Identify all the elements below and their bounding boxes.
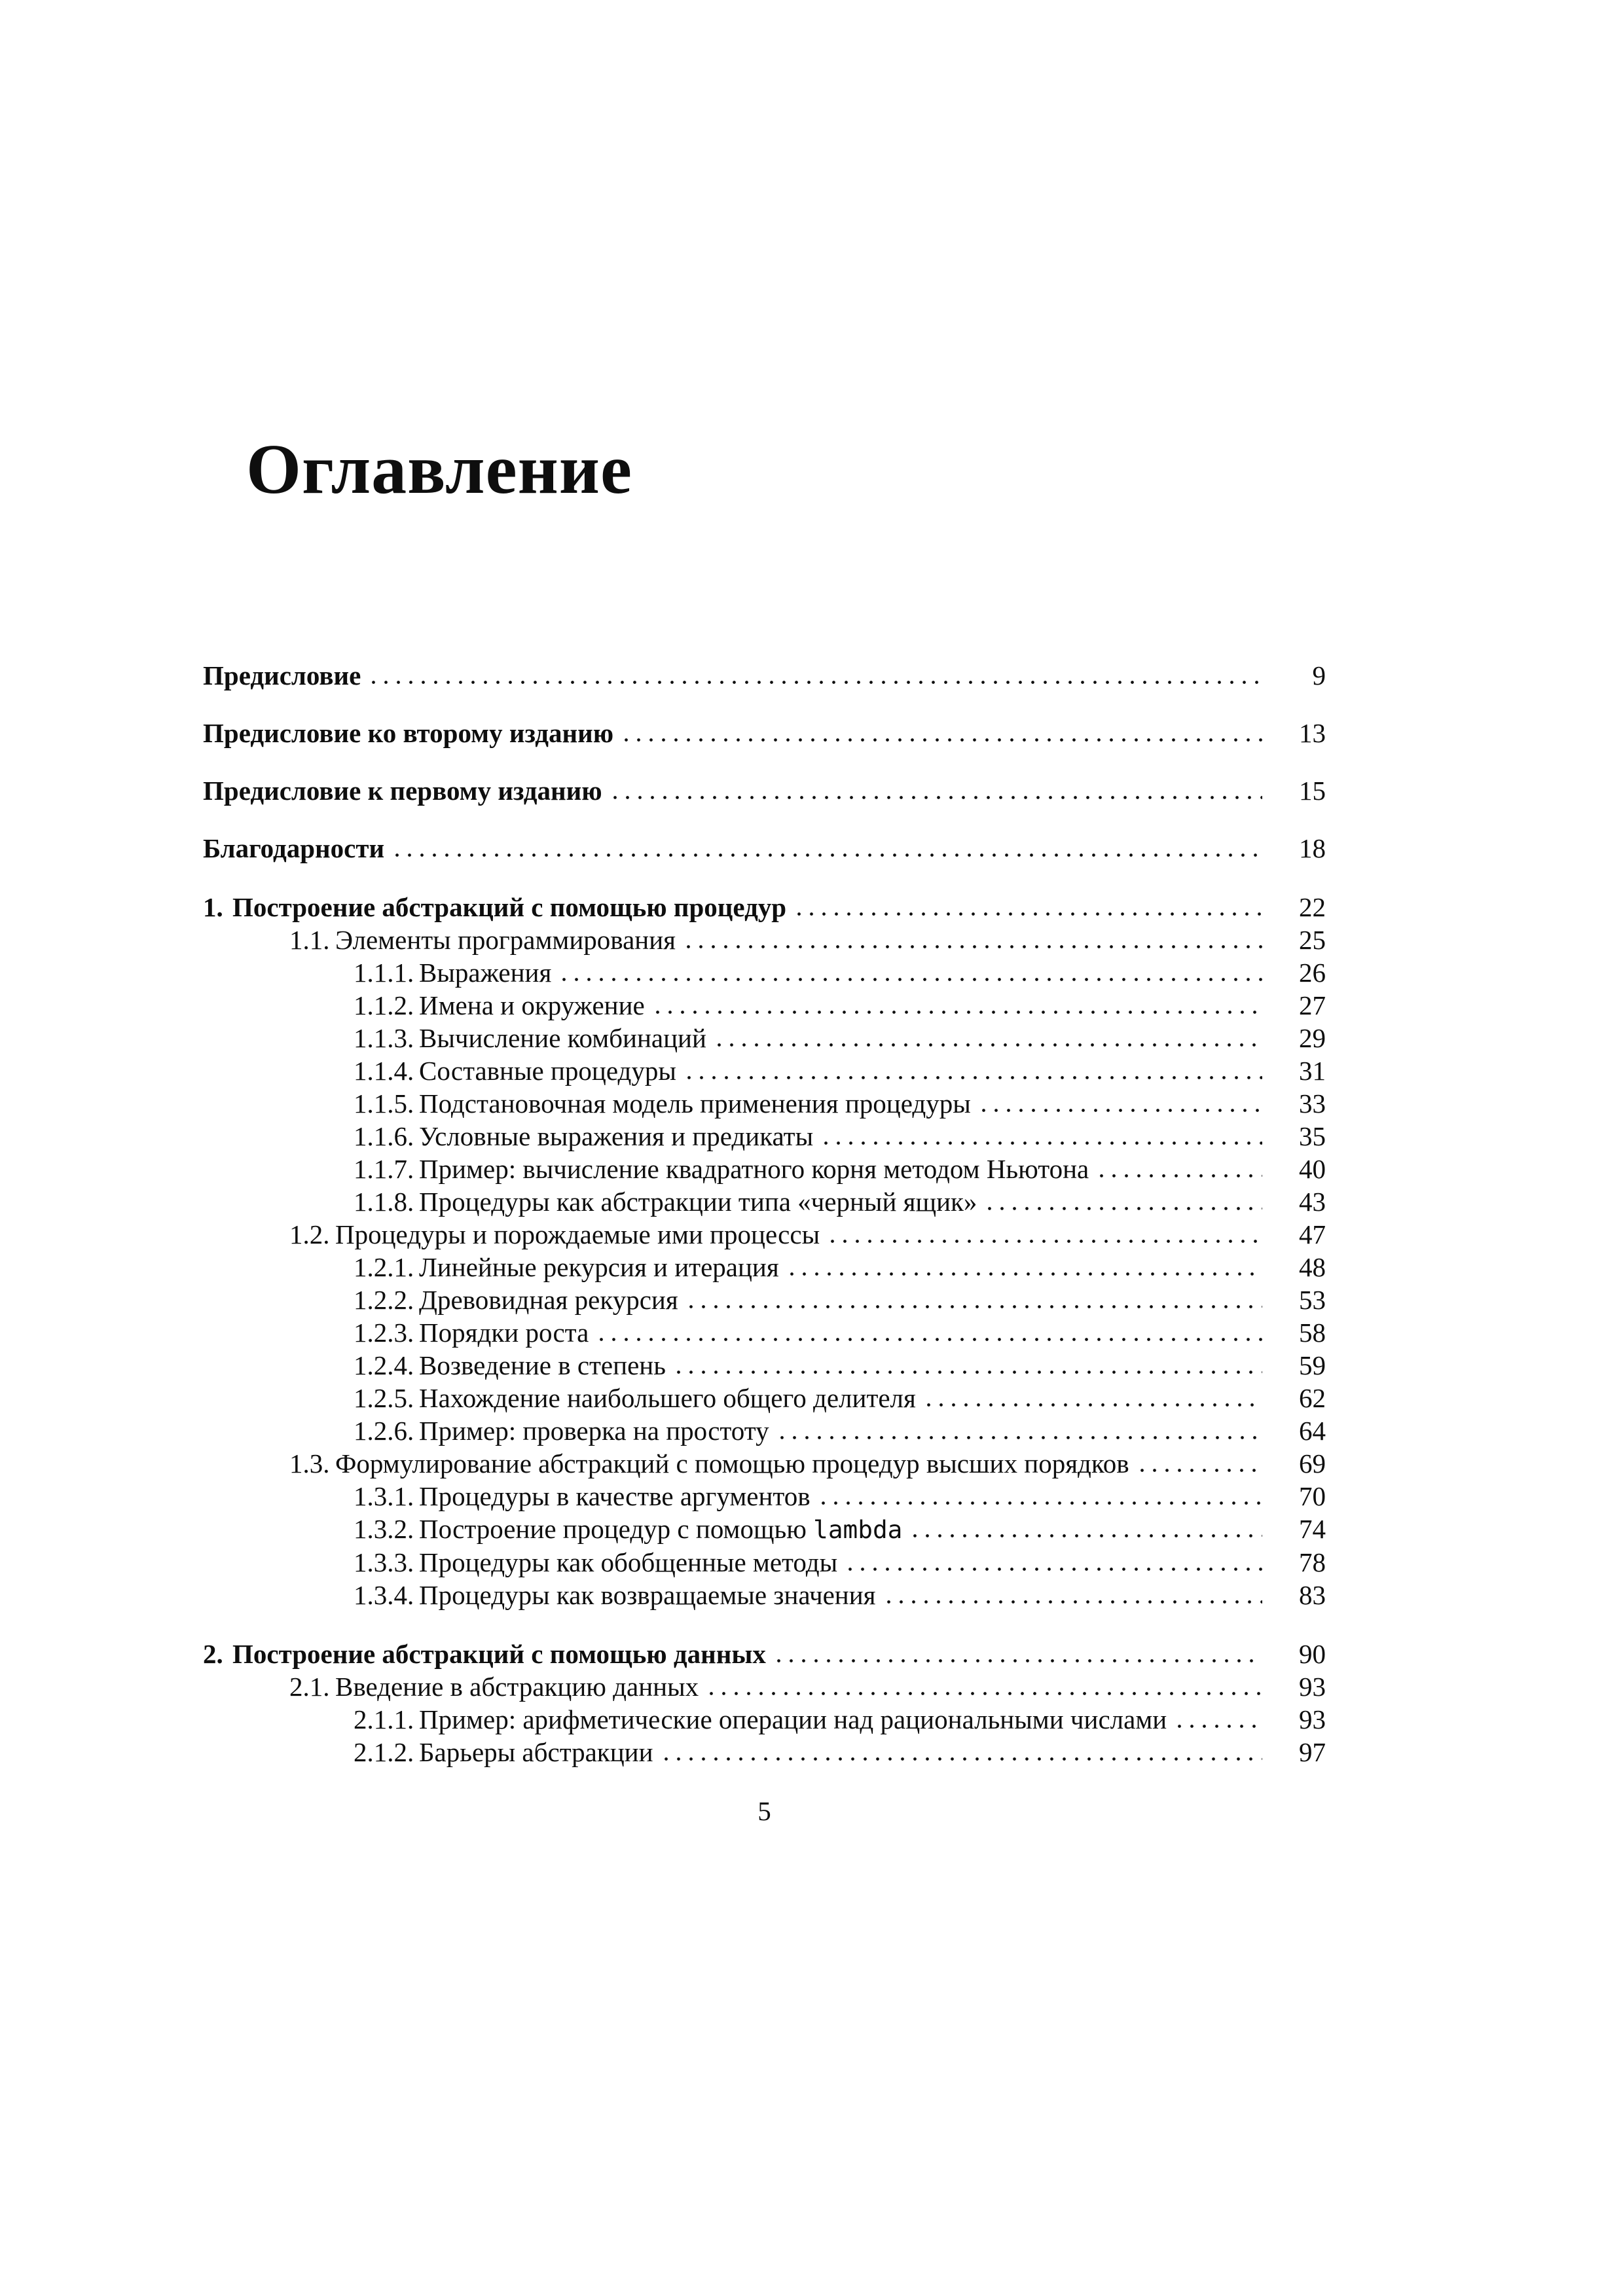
toc-entry [203, 1087, 1326, 1120]
entry-label-text: Предисловие ко второму изданию [203, 718, 614, 748]
dot-leader [1136, 1468, 1262, 1473]
toc-entry [203, 1153, 1326, 1185]
toc-entry [203, 1251, 1326, 1283]
entry-label-text: Возведение в степень [419, 1350, 666, 1380]
entry-number: 1.1.1. [354, 958, 414, 988]
entry-label-text: Построение абстракций с помощью данных [232, 1639, 766, 1669]
entry-number: 1.1.7. [354, 1154, 414, 1184]
entry-label [335, 1447, 1129, 1480]
page-footer-number: 5 [757, 1796, 771, 1826]
dot-leader [820, 1141, 1262, 1145]
entry-label [232, 1638, 766, 1670]
entry-page-number: 69 [1299, 1448, 1326, 1479]
entry-label-text: Процедуры и порождаемые ими процессы [335, 1219, 820, 1249]
toc-entry [203, 1349, 1326, 1382]
toc-entry [203, 1638, 1326, 1670]
entry-label [335, 1670, 699, 1703]
dot-leader [826, 1239, 1262, 1244]
entry-label-text: Пример: проверка на простоту [419, 1416, 769, 1446]
entry-label [419, 1251, 779, 1283]
dot-leader [776, 1435, 1262, 1440]
entry-label [419, 1579, 876, 1611]
toc-entry [203, 1382, 1326, 1414]
entry-page-number: 90 [1299, 1639, 1326, 1669]
entry-label-text: Построение процедур с помощью [419, 1514, 814, 1544]
entry-number: 1.1. [289, 925, 330, 955]
entry-number: 1. [203, 892, 223, 922]
entry-label [335, 1218, 820, 1251]
toc-entry [203, 989, 1326, 1022]
entry-page-number: 53 [1299, 1285, 1326, 1315]
toc-entry [203, 1283, 1326, 1316]
entry-label-text: Введение в абстракцию данных [335, 1672, 699, 1702]
toc-entry [203, 1054, 1326, 1087]
toc-entry [203, 1185, 1326, 1218]
toc-entry [203, 1736, 1326, 1768]
toc-entry [203, 832, 1326, 865]
entry-number: 1.2. [289, 1219, 330, 1249]
entry-label-text: Пример: арифметические операции над рациональными числами [419, 1704, 1167, 1734]
entry-label [419, 956, 551, 989]
entry-label-code: lambda [813, 1515, 903, 1544]
dot-leader [713, 1043, 1262, 1047]
toc-entry [203, 891, 1326, 924]
entry-page-number: 9 [1312, 660, 1326, 691]
toc-entry [203, 1316, 1326, 1349]
entry-label-text: Древовидная рекурсия [419, 1285, 678, 1315]
entry-label [419, 1382, 916, 1414]
entry-label-text: Процедуры как возвращаемые значения [419, 1580, 876, 1610]
entry-label [419, 1316, 589, 1349]
entry-number: 2.1.2. [354, 1737, 414, 1767]
toc-entry [203, 1022, 1326, 1054]
entry-label-text: Линейные рекурсия и итерация [419, 1252, 779, 1282]
entry-number: 1.3.3. [354, 1547, 414, 1577]
dot-leader [977, 1108, 1262, 1113]
entry-label [419, 1349, 666, 1382]
entry-page-number: 48 [1299, 1252, 1326, 1282]
dot-leader [595, 1337, 1262, 1342]
entry-label [419, 1087, 971, 1120]
dot-leader [983, 1206, 1262, 1211]
entry-number: 1.1.2. [354, 990, 414, 1020]
entry-number: 2.1.1. [354, 1704, 414, 1734]
entry-page-number: 43 [1299, 1187, 1326, 1217]
entry-label [419, 1414, 769, 1447]
toc-entry [203, 717, 1326, 749]
entry-number: 1.2.1. [354, 1252, 414, 1282]
entry-label [419, 1703, 1167, 1736]
entry-label [419, 1054, 676, 1087]
entry-label [203, 717, 613, 749]
entry-label [203, 832, 384, 865]
entry-label-text: Барьеры абстракции [419, 1737, 653, 1767]
entry-label [335, 924, 676, 956]
toc-entry [203, 1703, 1326, 1736]
toc-entry [203, 1218, 1326, 1251]
entry-page-number: 83 [1299, 1580, 1326, 1610]
dot-leader [651, 1010, 1262, 1014]
entry-label [419, 1022, 706, 1054]
entry-page-number: 29 [1299, 1023, 1326, 1053]
entry-label [419, 1546, 837, 1579]
entry-number: 1.2.2. [354, 1285, 414, 1315]
toc-entry [203, 1480, 1326, 1513]
page-footer [203, 1795, 1326, 1827]
entry-label-text: Процедуры как абстракции типа «черный ящик» [419, 1187, 977, 1217]
entry-label-text: Вычисление комбинаций [419, 1023, 706, 1053]
entry-label [419, 1120, 813, 1153]
entry-number: 1.1.5. [354, 1088, 414, 1119]
entry-page-number: 18 [1299, 833, 1326, 863]
dot-leader [786, 1272, 1262, 1276]
entry-label [419, 989, 645, 1022]
entry-label [419, 1185, 977, 1218]
entry-page-number: 15 [1299, 776, 1326, 806]
dot-leader [682, 944, 1262, 949]
entry-number: 1.1.4. [354, 1056, 414, 1086]
entry-label-text: Условные выражения и предикаты [419, 1121, 814, 1151]
entry-label [203, 659, 361, 692]
entry-number: 1.2.4. [354, 1350, 414, 1380]
entry-page-number: 13 [1299, 718, 1326, 748]
entry-page-number: 97 [1299, 1737, 1326, 1767]
entry-page-number: 58 [1299, 1318, 1326, 1348]
entry-label-text: Процедуры как обобщенные методы [419, 1547, 838, 1577]
entry-number: 1.1.8. [354, 1187, 414, 1217]
entry-page-number: 26 [1299, 958, 1326, 988]
entry-page-number: 22 [1299, 892, 1326, 922]
entry-label-text: Предисловие к первому изданию [203, 776, 602, 806]
entry-page-number: 25 [1299, 925, 1326, 955]
dot-leader [883, 1600, 1262, 1604]
dot-leader [817, 1501, 1262, 1505]
entry-label [419, 1513, 902, 1546]
toc-entry [203, 1447, 1326, 1480]
entry-page-number: 27 [1299, 990, 1326, 1020]
entry-page-number: 74 [1299, 1514, 1326, 1544]
entry-label-text: Построение абстракций с помощью процедур [232, 892, 787, 922]
entry-label [419, 1153, 1089, 1185]
entry-number: 2.1. [289, 1672, 330, 1702]
entry-number: 1.2.6. [354, 1416, 414, 1446]
toc-entry [203, 774, 1326, 807]
entry-number: 1.2.5. [354, 1383, 414, 1413]
dot-leader [793, 912, 1262, 916]
dot-leader [773, 1659, 1262, 1663]
entry-label-text: Пример: вычисление квадратного корня методом Ньютона [419, 1154, 1089, 1184]
dot-leader [1173, 1724, 1262, 1729]
entry-page-number: 59 [1299, 1350, 1326, 1380]
entry-label [203, 774, 602, 807]
entry-page-number: 40 [1299, 1154, 1326, 1184]
entry-page-number: 31 [1299, 1056, 1326, 1086]
entry-label-text: Нахождение наибольшего общего делителя [419, 1383, 916, 1413]
entry-label-text: Подстановочная модель применения процедуры [419, 1088, 971, 1119]
dot-leader [909, 1534, 1262, 1538]
toc-entry [203, 659, 1326, 692]
toc-entry [203, 1546, 1326, 1579]
entry-label [419, 1736, 653, 1768]
entry-page-number: 70 [1299, 1481, 1326, 1511]
entry-label-text: Формулирование абстракций с помощью процедур высших порядков [335, 1448, 1129, 1479]
dot-leader [620, 738, 1262, 742]
dot-leader [844, 1567, 1262, 1571]
entry-number: 1.1.3. [354, 1023, 414, 1053]
entry-label-text: Порядки роста [419, 1318, 589, 1348]
entry-label-text: Составные процедуры [419, 1056, 676, 1086]
entry-page-number: 93 [1299, 1704, 1326, 1734]
entry-number: 1.3.1. [354, 1481, 414, 1511]
toc-entry [203, 1120, 1326, 1153]
toc-list [203, 659, 1326, 1768]
toc-entry [203, 1579, 1326, 1611]
entry-number: 1.3.4. [354, 1580, 414, 1610]
page-title: Оглавление [246, 431, 632, 509]
entry-page-number: 78 [1299, 1547, 1326, 1577]
entry-number: 1.1.6. [354, 1121, 414, 1151]
dot-leader [367, 680, 1262, 685]
entry-label [232, 891, 786, 924]
entry-page-number: 93 [1299, 1672, 1326, 1702]
entry-number: 1.3. [289, 1448, 330, 1479]
entry-label-text: Выражения [419, 958, 552, 988]
entry-page-number: 62 [1299, 1383, 1326, 1413]
dot-leader [672, 1370, 1262, 1374]
toc-entry [203, 956, 1326, 989]
entry-page-number: 33 [1299, 1088, 1326, 1119]
dot-leader [558, 977, 1262, 982]
entry-page-number: 47 [1299, 1219, 1326, 1249]
dot-leader [685, 1304, 1262, 1309]
entry-label-text: Предисловие [203, 660, 361, 691]
entry-label [419, 1283, 678, 1316]
entry-number: 1.2.3. [354, 1318, 414, 1348]
entry-page-number: 35 [1299, 1121, 1326, 1151]
dot-leader [1095, 1174, 1262, 1178]
entry-number: 2. [203, 1639, 223, 1669]
entry-page-number: 64 [1299, 1416, 1326, 1446]
entry-label-text: Имена и окружение [419, 990, 645, 1020]
entry-label-text: Процедуры в качестве аргументов [419, 1481, 811, 1511]
dot-leader [609, 795, 1262, 800]
entry-number: 1.3.2. [354, 1514, 414, 1544]
toc-entry [203, 1670, 1326, 1703]
dot-leader [705, 1691, 1262, 1696]
entry-label [419, 1480, 811, 1513]
entry-label-text: Благодарности [203, 833, 385, 863]
toc-entry [203, 1513, 1326, 1546]
dot-leader [660, 1757, 1262, 1761]
dot-leader [683, 1075, 1262, 1080]
toc-entry [203, 924, 1326, 956]
entry-label-text: Элементы программирования [335, 925, 676, 955]
dot-leader [391, 853, 1262, 857]
dot-leader [922, 1403, 1262, 1407]
toc-entry [203, 1414, 1326, 1447]
